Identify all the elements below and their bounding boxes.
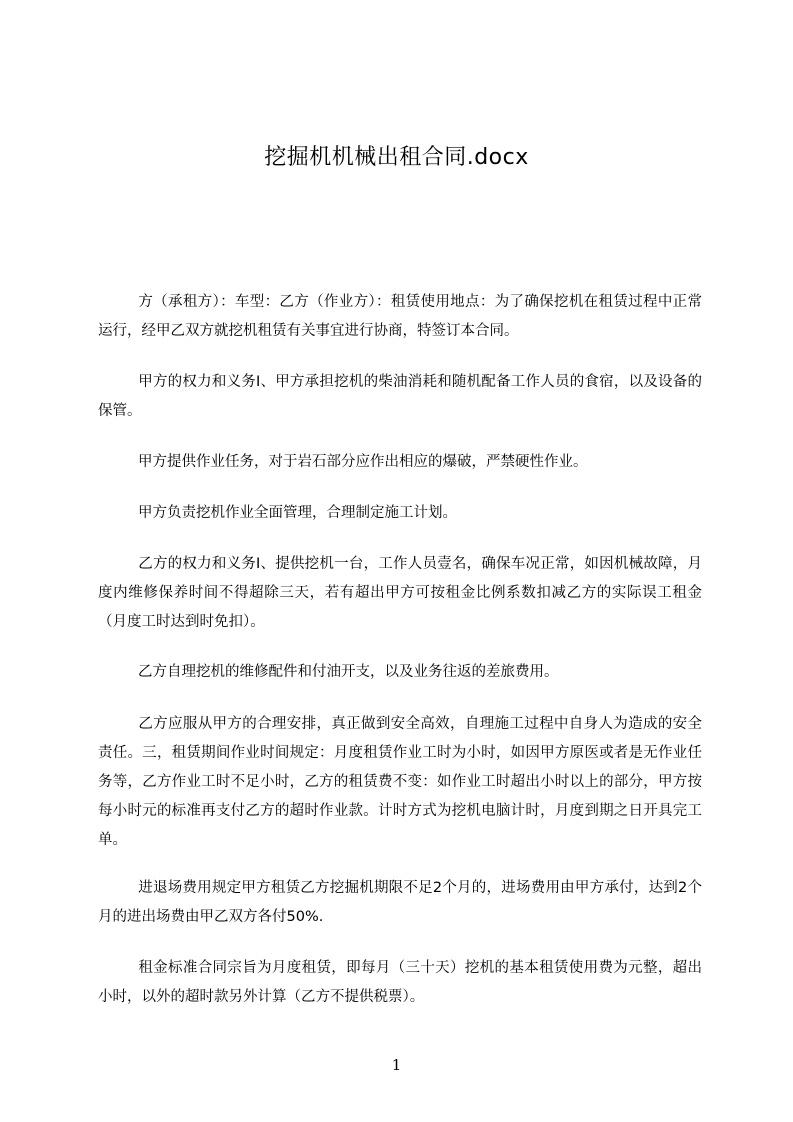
paragraph-rent-standard (98, 954, 702, 1012)
paragraph-text: 乙方应服从甲方的合理安排，真正做到安全高效，自理施工过程中自身人为造成的安全责任。三，租赁期间作业时间规定：月度租赁作业工时为小时，如因甲方原医或者是无作业任务等，乙方作业工时不足小时，乙方的租赁费不变：如作业工时超出小时以上的部分，甲方按每小时元的标准再支付乙方的超时作业款。计时方式为挖机电脑计时，月度到期之日开具完工单。 (98, 716, 702, 848)
paragraph-text: 租金标准合同宗旨为月度租赁，即每月（三十天）挖机的基本租赁使用费为元整，超出小时，以外的超时款另外计算（乙方不提供税票）。 (98, 960, 702, 1005)
paragraph-party-b-costs (98, 658, 702, 687)
paragraph-mobilization-fees (98, 874, 702, 932)
paragraph-text: 方（承租方）：车型：乙方（作业方）：租赁使用地点：为了确保挖机在租赁过程中正常运行，经甲乙双方就挖机租赁有关事宜进行协商，特签订本合同。 (98, 294, 702, 339)
paragraph-text: 乙方的权力和义务Ⅰ、提供挖机一台，工作人员壹名，确保车况正常，如因机械故障，月度内维修保养时间不得超除三天，若有超出甲方可按租金比例系数扣减乙方的实际误工租金（月度工时达到时免扣）。 (98, 556, 702, 630)
paragraph-text: 进退场费用规定甲方租赁乙方挖掘机期限不足2个月的，进场费用由甲方承付，达到2个月的进出场费由甲乙双方各付50%. (98, 880, 702, 925)
paragraph-text: 甲方负责挖机作业全面管理，合理制定施工计划。 (138, 505, 457, 521)
paragraph-parties (98, 288, 702, 346)
page-number: 1 (391, 1056, 402, 1074)
paragraph-text: 乙方自理挖机的维修配件和付油开支，以及业务往返的差旅费用。 (138, 664, 559, 680)
paragraph-text: 甲方的权力和义务Ⅰ、甲方承担挖机的柴油消耗和随机配备工作人员的食宿，以及设备的保管。 (98, 374, 702, 419)
document-title: 挖掘机机械出租合同.docx (264, 145, 529, 170)
paragraph-party-a-management (98, 499, 702, 528)
paragraph-party-a-rights (98, 368, 702, 426)
paragraph-party-b-rights (98, 550, 702, 637)
paragraph-party-a-tasks (98, 448, 702, 477)
paragraph-text: 甲方提供作业任务，对于岩石部分应作出相应的爆破，严禁硬性作业。 (138, 454, 588, 470)
paragraph-safety-and-hours (98, 710, 702, 855)
